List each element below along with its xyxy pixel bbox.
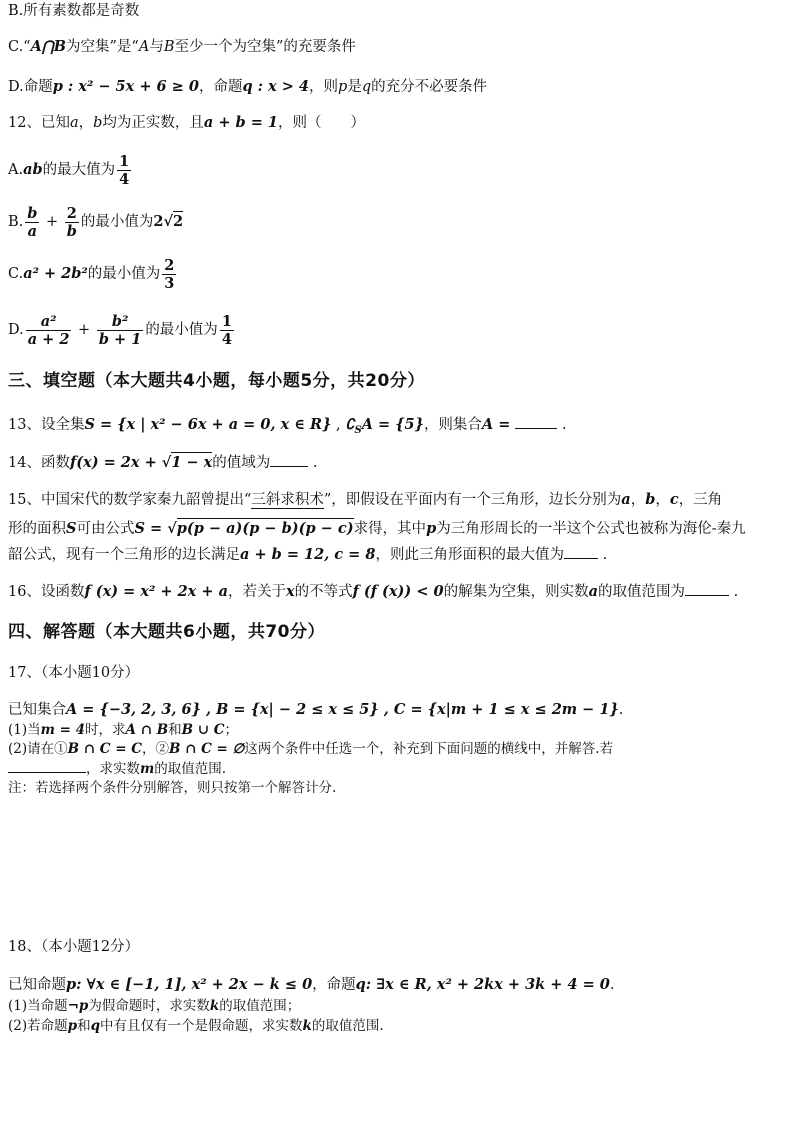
math: p xyxy=(426,520,437,537)
answer-blank xyxy=(515,414,557,429)
section-heading-fill-blank: 三、填空题（本大题共4小题，每小题5分，共20分） xyxy=(8,371,425,391)
q18-part2 xyxy=(8,1016,384,1036)
q11-d-end: 的充分不必要条件 xyxy=(371,79,488,95)
math: B ∩ C = ∅ xyxy=(168,741,245,757)
math: f (x) = x² + 2x + a xyxy=(84,583,228,600)
math: f(x) = 2x + √1 − x xyxy=(69,454,213,471)
q13-end: . xyxy=(562,417,567,433)
q16-end: . xyxy=(733,584,739,600)
q12-d-text: 的最小值为 xyxy=(145,322,218,338)
q18-p2a: (2)若命题 xyxy=(8,1018,68,1034)
q17-p1a: (1)当 xyxy=(8,722,41,738)
q15-l1a: 15、中国宋代的数学家秦九韶曾提出“ xyxy=(8,492,252,508)
q12-a-text: 的最大值为 xyxy=(42,162,116,178)
q18-l1b: ，命题 xyxy=(312,977,356,993)
q17-line1: 已知集合A = {−3, 2, 3, 6} , B = {x| − 2 ≤ x ≤ 5} , C = {x|m + 1 ≤ x ≤ 2m − 1}. xyxy=(8,701,624,718)
q12-b-prefix: B. xyxy=(8,214,24,230)
q18-part1 xyxy=(8,996,300,1016)
q12-option-a xyxy=(8,150,133,190)
math: q : x > 4 xyxy=(242,78,310,95)
q15-underlined-term: 三斜求积术 xyxy=(251,492,324,508)
q12-stem-c: ，则（ ） xyxy=(278,115,366,131)
q11-c-prefix: C.“ xyxy=(8,39,31,55)
math: A xyxy=(138,39,150,55)
math: k xyxy=(209,998,220,1014)
math: a xyxy=(621,491,631,508)
q11-d-mid: ，命题 xyxy=(198,79,243,95)
math: p : x² − 5x + 6 ≥ 0 xyxy=(52,78,199,95)
q18-p2b: 和 xyxy=(77,1018,91,1034)
fraction: $\frac{1}{4}$ xyxy=(221,312,232,348)
q17-part2-cont xyxy=(8,758,226,779)
q14-pre: 14、函数 xyxy=(8,455,70,471)
q17-part1 xyxy=(8,720,238,740)
q17-p2b: ，② xyxy=(141,741,169,757)
q15-l2c: 求得，其中 xyxy=(353,521,427,537)
q15-l2d: 为三角形周长的一半这个公式也被称为海伦-秦九 xyxy=(436,521,746,537)
q11-d-prefix: D.命题 xyxy=(8,79,53,95)
q15-line3 xyxy=(8,544,607,565)
q15-l1c: ，三角 xyxy=(678,492,723,508)
q17-p3: ，求实数 xyxy=(86,761,140,777)
math: B xyxy=(163,39,175,55)
math: 2√2 xyxy=(153,213,184,230)
q16-mid3: 的解集为空集，则实数 xyxy=(443,584,589,600)
math: S xyxy=(66,520,77,537)
q17-p1b: 时，求 xyxy=(85,722,126,738)
fraction: $\frac{2}{b}$ xyxy=(66,204,77,240)
math: A ∩ B xyxy=(125,722,169,738)
math: S = √p(p − a)(p − b)(p − c) xyxy=(134,520,354,537)
math: p xyxy=(67,1018,78,1034)
q18-p2d: 的取值范围. xyxy=(311,1018,384,1034)
q16-mid4: 的取值范围为 xyxy=(598,584,686,600)
math: B ∪ C xyxy=(181,722,225,738)
q14-end: . xyxy=(312,455,318,471)
q18-l1a: 已知命题 xyxy=(8,977,66,993)
math: S = {x | x² − 6x + a = 0, x ∈ R} xyxy=(84,416,332,433)
q17-p2c: 这两个条件中任选一个，补充到下面问题的横线中，并解答.若 xyxy=(244,741,614,757)
fraction: $\frac{\text{b²}}{b + 1}$ xyxy=(98,312,142,348)
math: f (f (x)) < 0 xyxy=(352,583,444,600)
math: $∁_SA = \{5\}$ xyxy=(345,416,424,436)
answer-blank xyxy=(564,544,598,559)
q16 xyxy=(8,581,738,602)
math: p xyxy=(338,79,348,95)
math: a + b = 1 xyxy=(203,114,279,131)
q12-stem-a: 12、已知 xyxy=(8,115,70,131)
q18-p1b: 为假命题时，求实数 xyxy=(88,998,210,1014)
math: m = 4 xyxy=(40,722,86,738)
q17-p2a: (2)请在① xyxy=(8,741,68,757)
q11-d-mid2: ，则 xyxy=(309,79,339,95)
q13: 13、设全集S = {x | x² − 6x + a = 0, x ∈ R} , $∁_SA = \{5\}$，则集合A = . xyxy=(8,416,567,436)
q17-l1: 已知集合 xyxy=(8,702,66,718)
fraction: $\frac{2}{3}$ xyxy=(164,256,175,292)
answer-blank xyxy=(270,452,308,467)
q13-pre: 13、设全集 xyxy=(8,417,85,433)
q12-option-d: D. $\frac{\text{a²}}{a + 2}$ + $\frac{\text{b²}}{b + 1}$ 的最小值为 $\frac{1}{4}$ xyxy=(8,312,232,348)
math: a xyxy=(588,583,599,600)
q15-l3a: 韶公式，现有一个三角形的边长满足 xyxy=(8,547,240,563)
math: ¬p xyxy=(67,998,89,1014)
q15-l2b: 可由公式 xyxy=(76,521,135,537)
q12-stem: 12、已知a，b均为正实数，且a + b = 1，则（ ） xyxy=(8,114,366,131)
q14 xyxy=(8,452,318,473)
q18-p2c: 中有且仅有一个是假命题，求实数 xyxy=(100,1018,303,1034)
q12-option-c xyxy=(8,254,178,294)
math: q: ∃x ∈ R, x² + 2kx + 3k + 4 = 0 xyxy=(355,976,610,993)
q17-heading: 17、（本小题10分） xyxy=(8,665,140,681)
q11-option-d: D.命题p : x² − 5x + 6 ≥ 0，命题q : x > 4，则p是q的充分不必要条件 xyxy=(8,78,488,95)
q18-heading: 18、（本小题12分） xyxy=(8,939,140,955)
q16-pre: 16、设函数 xyxy=(8,584,85,600)
q12-stem-b: 均为正实数，且 xyxy=(102,115,204,131)
q18-line1: 已知命题p: ∀x ∈ [−1, 1], x² + 2x − k ≤ 0，命题q: ∃x ∈ R, x² + 2kx + 3k + 4 = 0. xyxy=(8,976,615,993)
q15-l3b: ，则此三角形面积的最大值为 xyxy=(375,547,564,563)
math: x xyxy=(285,583,295,600)
q14-mid: 的值域为 xyxy=(212,455,271,471)
math: a xyxy=(69,115,79,131)
math: p: ∀x ∈ [−1, 1], x² + 2x − k ≤ 0 xyxy=(66,976,313,993)
q17-p1d: ； xyxy=(224,722,238,738)
answer-blank xyxy=(685,581,729,596)
q17-part2 xyxy=(8,739,613,759)
math: B ∩ C = C xyxy=(67,741,142,757)
q17-note: 注：若选择两个条件分别解答，则只按第一个解答计分. xyxy=(8,780,337,796)
q12-option-b: B. $\frac{b}{a}$ + $\frac{2}{b}$ 的最小值为2√2 xyxy=(8,204,184,240)
q12-d-prefix: D. xyxy=(8,322,24,338)
q11-c-mid: 为空集”是“ xyxy=(66,39,139,55)
math: A = {−3, 2, 3, 6} , B = {x| − 2 ≤ x ≤ 5} , C = {x|m + 1 ≤ x ≤ 2m − 1} xyxy=(66,701,619,718)
q15-l1b: ”，即假设在平面内有一个三角形，边长分别为 xyxy=(323,492,622,508)
q15-line2 xyxy=(8,516,746,542)
math: A = xyxy=(481,416,516,433)
section-heading-solutions: 四、解答题（本大题共6小题，共70分） xyxy=(8,622,325,642)
math: b xyxy=(645,491,656,508)
q12-a-prefix: A. xyxy=(8,162,24,178)
math: A⋂B xyxy=(30,38,67,55)
math: q xyxy=(90,1018,101,1034)
math: q xyxy=(361,79,372,95)
math: a + b = 12, c = 8 xyxy=(240,546,376,563)
q17-p3b: 的取值范围. xyxy=(154,761,227,777)
math: a² + 2b² xyxy=(23,265,88,282)
q15-l2a: 形的面积 xyxy=(8,521,66,537)
q13-mid: ，则集合 xyxy=(423,417,482,433)
math: b xyxy=(93,115,103,131)
q12-c-text: 的最小值为 xyxy=(87,266,161,282)
q15-l3c: . xyxy=(602,547,608,563)
math: c xyxy=(669,491,679,508)
q17-p1c: 和 xyxy=(168,722,182,738)
math: k xyxy=(302,1018,312,1034)
q16-mid: ，若关于 xyxy=(227,584,286,600)
q18-p1c: 的取值范围； xyxy=(219,998,301,1014)
q11-b-text: B.所有素数都是奇数 xyxy=(8,3,140,19)
fraction: $\frac{\text{a²}}{a + 2}$ xyxy=(27,312,70,348)
q11-c-mid2: 至少一个为空集”的充要条件 xyxy=(174,39,356,55)
fraction: $\frac{1}{4}$ xyxy=(119,152,130,188)
q16-mid2: 的不等式 xyxy=(294,584,353,600)
q11-option-b xyxy=(8,1,139,21)
q11-option-c: C.“A⋂B为空集”是“A与B至少一个为空集”的充要条件 xyxy=(8,38,356,55)
fraction: $\frac{b}{a}$ xyxy=(27,204,38,240)
answer-blank xyxy=(8,758,86,773)
q18-p1a: (1)当命题 xyxy=(8,998,68,1014)
q12-b-text: 的最小值为 xyxy=(80,214,154,230)
q12-c-prefix: C. xyxy=(8,266,24,282)
q15-line1: 15、中国宋代的数学家秦九韶曾提出“三斜求积术”，即假设在平面内有一个三角形，边长分别为a，b，c，三角 xyxy=(8,491,723,508)
math: ab xyxy=(23,161,43,178)
math: m xyxy=(140,761,155,777)
